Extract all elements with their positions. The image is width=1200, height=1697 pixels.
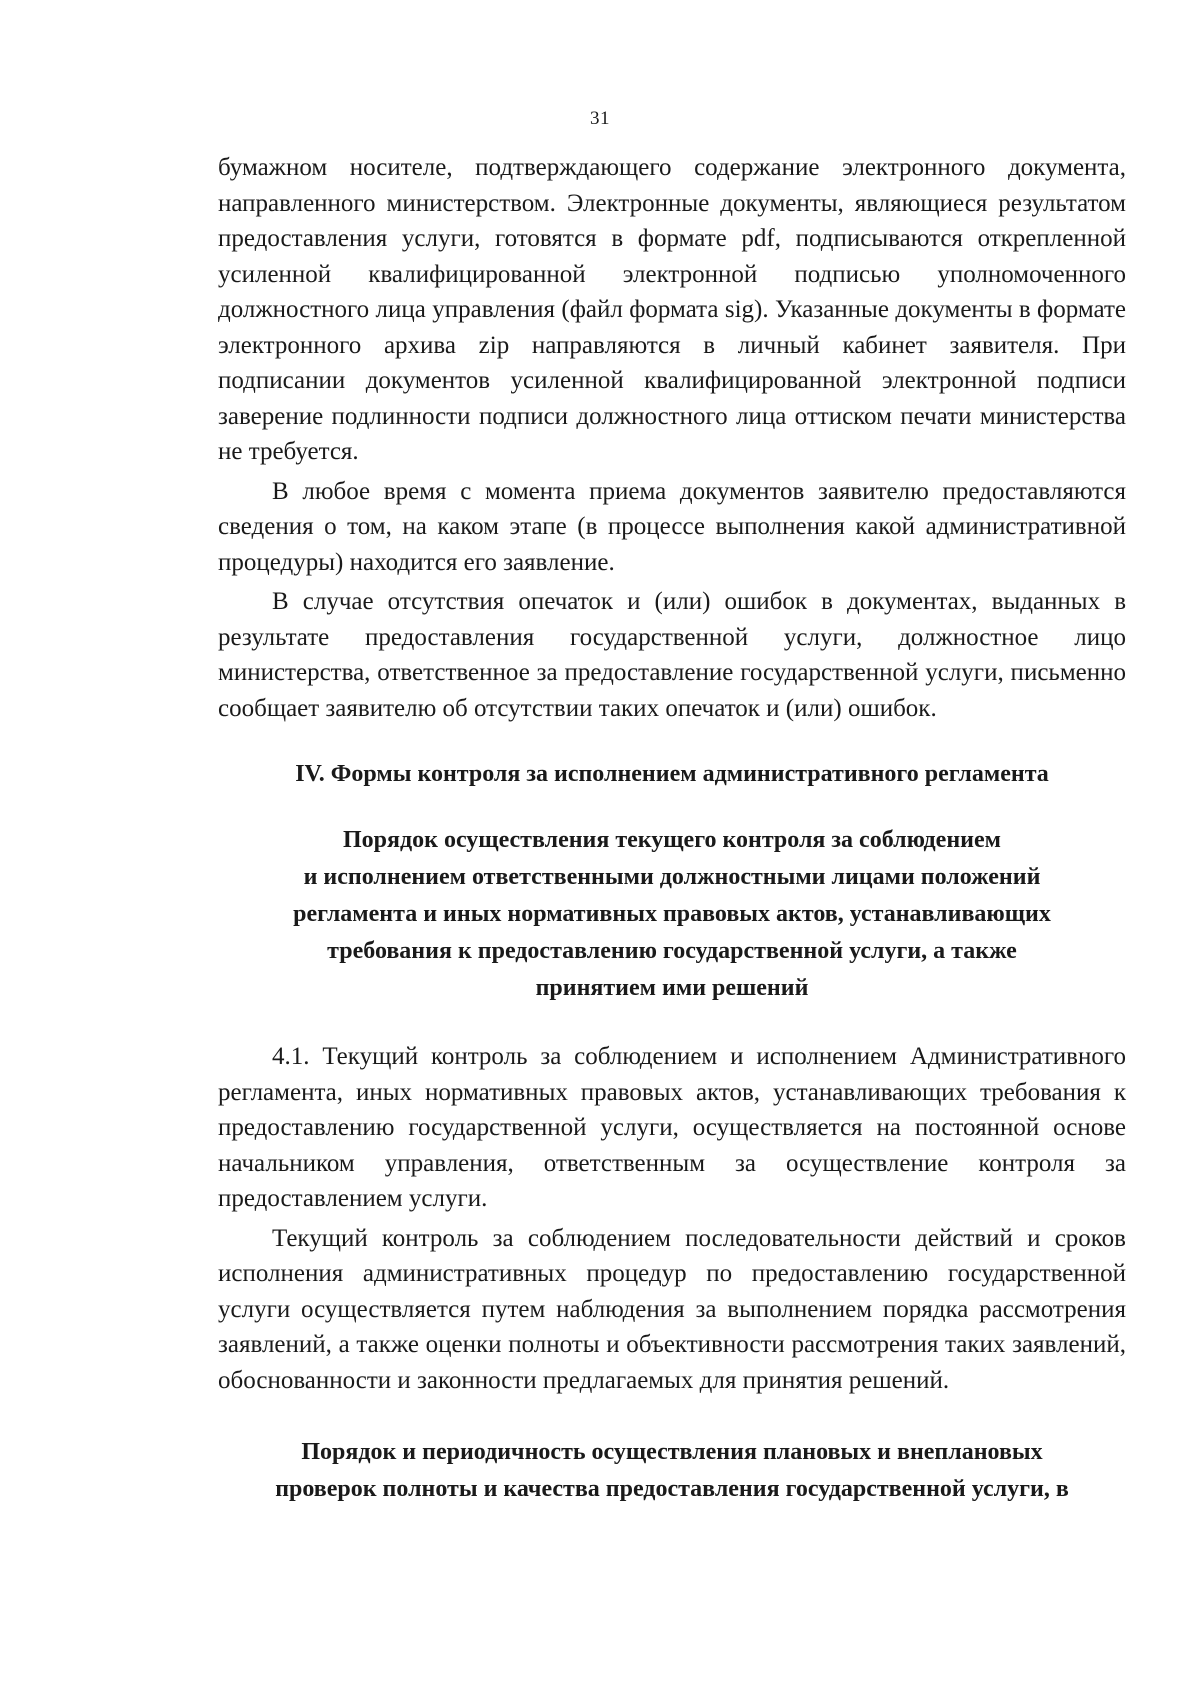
paragraph-current-control-sequence: Текущий контроль за соблюдением последовательности действий и сроков исполнения административных процедур по предоставлению государственной услуги осуществляется путем наблюдения за выполнением порядка рассмотрения заявлений, а также оценки полноты и объективности рассмотрения таких заявлений, обоснованности и законности предлагаемых для принятия решений.	[218, 1224, 1126, 1394]
inspections-heading-line: Порядок и периодичность осуществления плановых и внеплановых	[301, 1439, 1043, 1465]
current-control-heading-line: Порядок осуществления текущего контроля за соблюдением	[343, 827, 1001, 853]
paragraph-no-errors-notice: В случае отсутствия опечаток и (или) ошибок в документах, выданных в результате предоставления государственной услуги, должностное лицо министерства, ответственное за предоставление государственной услуги, письменно сообщает заявителю об отсутствии таких опечаток и (или) ошибок.	[218, 588, 1126, 722]
inspections-heading	[218, 1434, 1126, 1508]
inspections-heading-line: проверок полноты и качества предоставления государственной услуги, в	[275, 1476, 1069, 1502]
current-control-heading-line: принятием ими решений	[535, 975, 809, 1001]
current-control-heading-line: требования к предоставлению государственной услуги, а также	[327, 938, 1017, 964]
current-control-heading-line: регламента и иных нормативных правовых актов, устанавливающих	[293, 901, 1051, 927]
paragraph-electronic-documents: бумажном носителе, подтверждающего содержание электронного документа, направленного министерством. Электронные документы, являющиеся результатом предоставления услуги, готовятся в формате pdf, подписываются открепленной усиленной квалифицированной электронной подписью уполномоченного должностного лица управления (файл формата sig). Указанные документы в формате электронного архива zip направляются в личный кабинет заявителя. При подписании документов усиленной квалифицированной электронной подписи заверение подлинности подписи должностного лица оттиском печати министерства не требуется.	[218, 154, 1126, 465]
paragraph-application-status: В любое время с момента приема документов заявителю предоставляются сведения о том, на каком этапе (в процессе выполнения какой административной процедуры) находится его заявление.	[218, 477, 1126, 576]
document-body	[218, 150, 1126, 1508]
current-control-heading-line: и исполнением ответственными должностными лицами положений	[303, 864, 1041, 890]
section-iv-heading: IV. Формы контроля за исполнением административного регламента	[295, 761, 1049, 787]
page-number: 31	[590, 108, 610, 129]
paragraph-4-1: 4.1. Текущий контроль за соблюдением и исполнением Административного регламента, иных нормативных правовых актов, устанавливающих требования к предоставлению государственной услуги, осуществляется на постоянной основе начальником управления, ответственным за осуществление контроля за предоставлением услуги.	[218, 1043, 1126, 1212]
current-control-heading	[218, 822, 1126, 1007]
